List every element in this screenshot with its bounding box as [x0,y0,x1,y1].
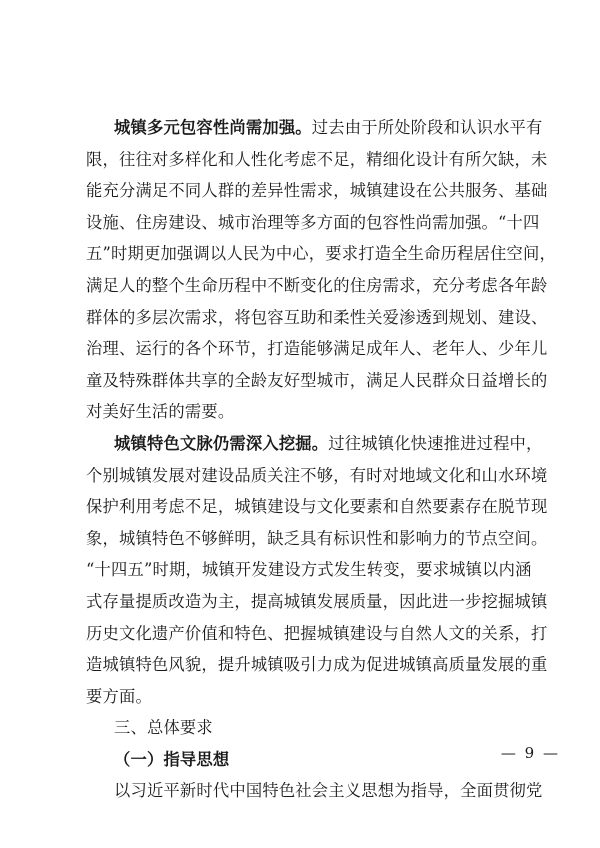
paragraph-1-line-4: 设施、住房建设、城市治理等多方面的包容性尚需加强。“十四 [86,212,540,232]
paragraph-2-line-9: 要方面。 [86,686,152,706]
paragraph-1-line-8: 治理、运行的各个环节，打造能够满足成年人、老年人、少年儿 [86,339,548,359]
paragraph-2-line-4: 象，城镇特色不够鲜明，缺乏具有标识性和影响力的节点空间。 [86,528,548,548]
paragraph-2-line-1 [86,428,543,460]
section-heading: 三、总体要求 [114,718,213,738]
paragraph-1-line-2: 限，往往对多样化和人性化考虑不足，精细化设计有所欠缺，未 [86,149,548,169]
paragraph-1-line-7: 群体的多层次需求，将包容互助和柔性关爱渗透到规划、建设、 [86,307,548,327]
paragraph-2-line-6: 式存量提质改造为主，提高城镇发展质量，因此进一步挖掘城镇 [86,591,548,611]
paragraph-3-line-1: 以习近平新时代中国特色社会主义思想为指导，全面贯彻党 [114,781,543,801]
paragraph-1-text: 过去由于所处阶段和认识水平有 [311,118,543,137]
paragraph-2-lead: 城镇特色文脉仍需深入挖掘。 [114,433,329,453]
paragraph-1-line-10: 对美好生活的需要。 [86,402,235,422]
paragraph-2-line-8: 造城镇特色风貌，提升城镇吸引力成为促进城镇高质量发展的重 [86,655,548,675]
paragraph-1-line-3: 能充分满足不同人群的差异性需求，城镇建设在公共服务、基础 [86,181,548,201]
paragraph-1-line-1 [86,112,543,144]
paragraph-2-text: 过往城镇化快速推进过程中， [328,433,543,453]
subsection-heading: （一）指导思想 [114,749,230,769]
paragraph-1-line-6: 满足人的整个生命历程中不断变化的住房需求，充分考虑各年龄 [86,275,548,295]
paragraph-2-line-3: 保护利用考虑不足，城镇建设与文化要素和自然要素存在脱节现 [86,497,548,517]
paragraph-1-line-9: 童及特殊群体共享的全龄友好型城市，满足人民群众日益增长的 [86,370,548,390]
paragraph-2-line-5: “十四五”时期，城镇开发建设方式发生转变，要求城镇以内涵 [86,560,532,580]
paragraph-2-line-7: 历史文化遗产价值和特色、把握城镇建设与自然人文的关系，打 [86,623,548,643]
document-body [86,112,557,807]
page-number: — 9 — [500,744,560,762]
paragraph-1-line-5: 五”时期更加强调以人民为中心，要求打造全生命历程居住空间， [86,244,557,264]
paragraph-2-line-2: 个别城镇发展对建设品质关注不够，有时对地域文化和山水环境 [86,465,548,485]
paragraph-1-lead: 城镇多元包容性尚需加强。 [114,118,312,137]
